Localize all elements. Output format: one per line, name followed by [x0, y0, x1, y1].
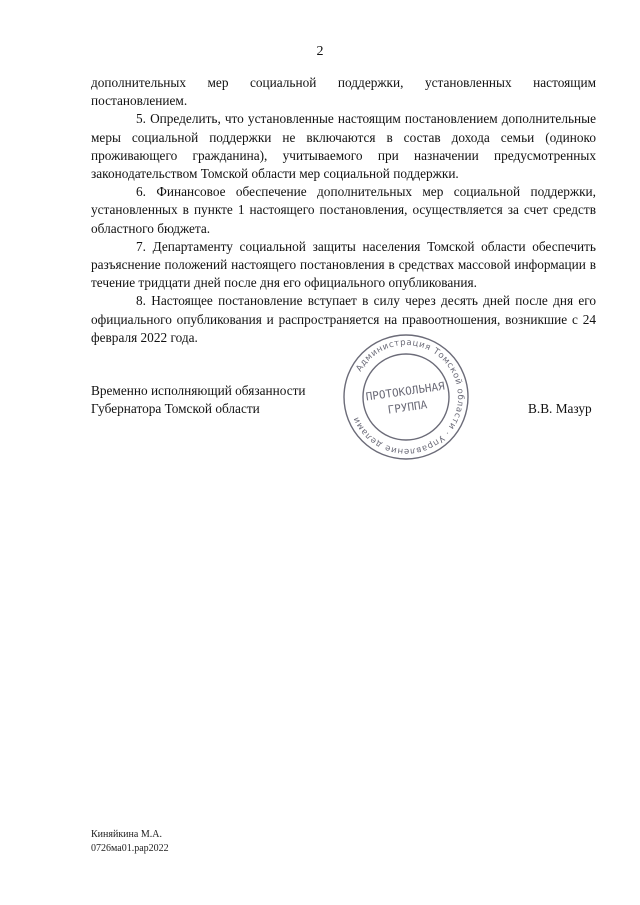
signature-title: [91, 382, 306, 418]
stamp-ring-text: Администрация Томской области · Управление делами: [351, 337, 466, 457]
signatory-name: В.В. Мазур: [528, 401, 592, 416]
document-code: 0726ма01.рар2022: [91, 843, 169, 854]
official-stamp: [340, 331, 472, 463]
document-body: [91, 74, 596, 347]
paragraph: 5. Определить, что установленные настоящим постановлением дополнительные меры социальной поддержки не включаются в состав дохода семьи (одиноко проживающего гражданина), учитываемого при назначении предусмотренных законодательством Томской области мер социальной поддержки.: [91, 111, 596, 182]
paragraph: 6. Финансовое обеспечение дополнительных мер социальной поддержки, установленных в пункте 1 настоящего постановления, осуществляется за счет средств областного бюджета.: [91, 184, 596, 236]
paragraph: дополнительных мер социальной поддержки, установленных настоящим постановлением.: [91, 75, 596, 109]
stamp-center-line-2: ГРУППА: [386, 398, 429, 417]
signature-title-line-2: Губернатора Томской области: [91, 401, 260, 416]
paragraph: 8. Настоящее постановление вступает в силу через десять дней после дня его официального опубликования и распространяется на правоотношения, возникшие с 24 февраля 2022 года.: [91, 293, 596, 345]
executor-name: Киняйкина М.А.: [91, 829, 162, 840]
paragraph: 7. Департаменту социальной защиты населения Томской области обеспечить разъяснение положений настоящего постановления в средствах массовой информации в течение тридцати дней после дня его официального опубликования.: [91, 238, 596, 291]
footer: [91, 828, 169, 856]
signature-title-line-1: Временно исполняющий обязанности: [91, 383, 306, 398]
page-number: 2: [316, 44, 324, 59]
stamp-center-line-1: ПРОТОКОЛЬНАЯ: [364, 379, 446, 404]
